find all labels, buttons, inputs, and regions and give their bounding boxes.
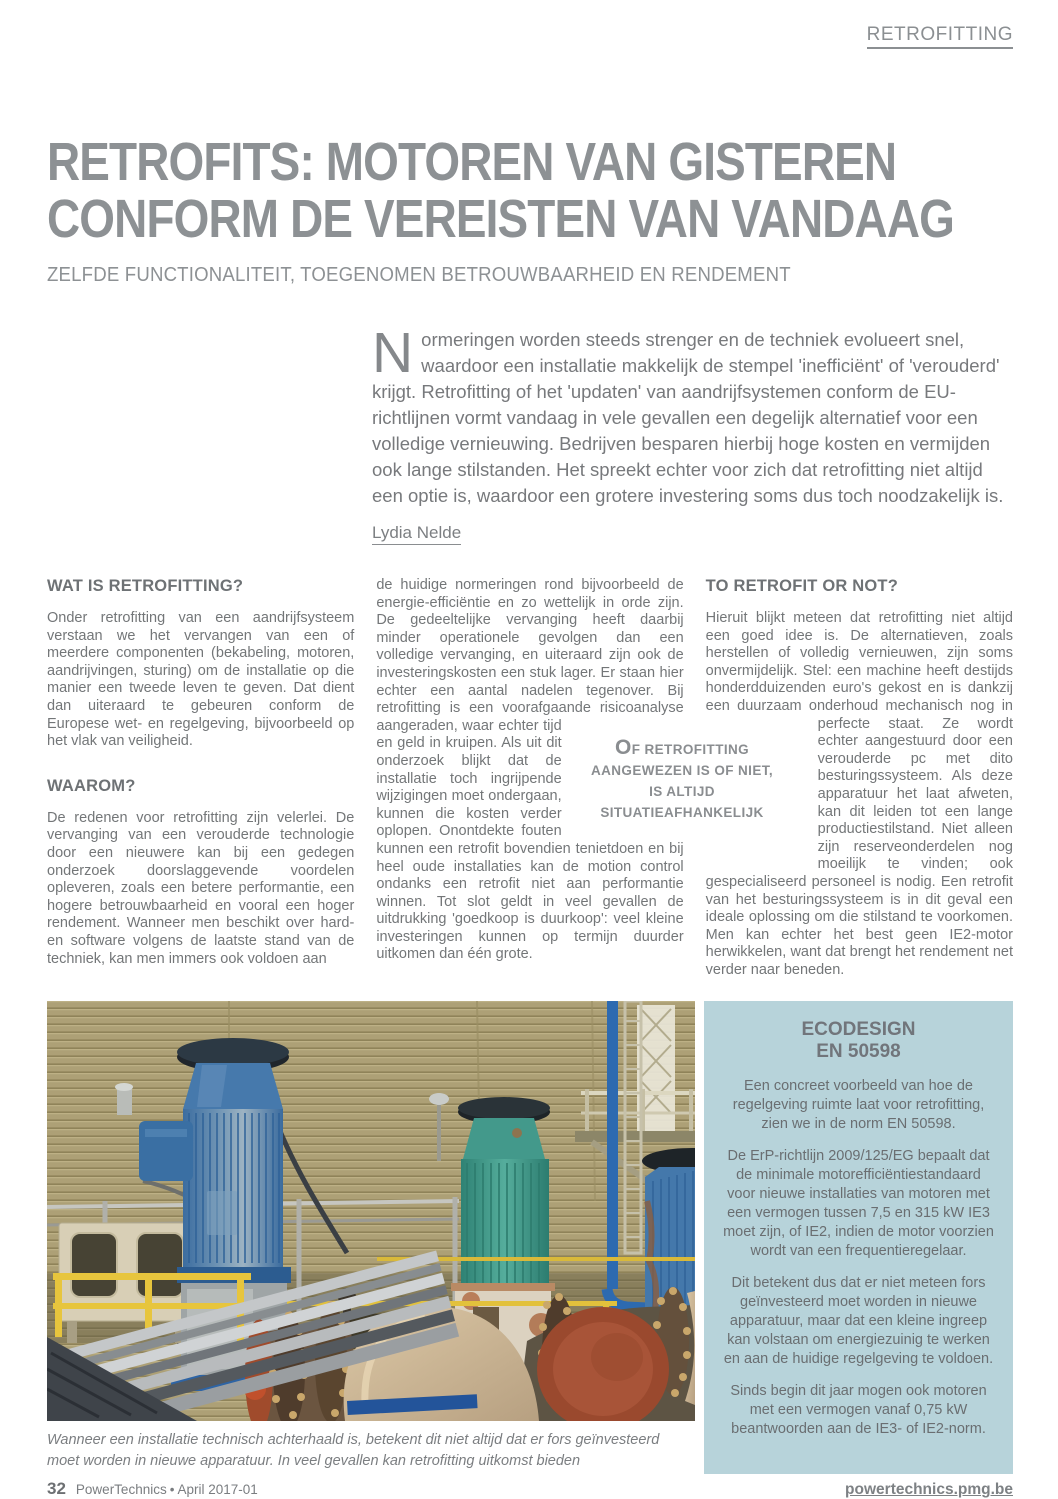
column-1 (47, 577, 354, 979)
infobox-heading-line-1: ECODESIGN (801, 1019, 916, 1041)
col3-text-after-quote: perfecte staat. Ze wordt echter aangestuurd door een verouderde pc met dito besturingssysteem. Als deze apparatuur het laat afweten, kan dit leiden tot een lange productiestilstand. Niet alleen zijn reserveonderdelen nog moeilijk te vinden; ook gespecialiseerd personeel is nodig. Een retrofit van het besturingssysteem is in dit geval een ideale oplossing om die stilstand te voorkomen. Men kan echter het best geen IE2-motor herwikkelen, want dat brengt het rendement net verder naar beneden. (705, 715, 1013, 978)
col2-text-before-quote: de huidige normeringen rond bijvoorbeeld de energie-efficiëntie en zo wettelijk in orde zijn. De gedeeltelijke vervanging heeft daarbij minder operationele gevolgen dan een volledige vervanging, en uiteraard zijn ook de investeringskosten een stuk lager. Er staan hier echter een aantal nadelen tegenover. Bij retrofitting is een voorafgaande risicoanalyse (376, 577, 684, 717)
bullet-separator: • (169, 1482, 175, 1498)
top-bar (47, 24, 1013, 48)
col3-text-before-quote: Hieruit blijkt meteen dat retrofitting niet altijd een goed idee is. De alternatieven, zoals herstellen of volledig vernieuwen, zijn soms onvermijdelijk. Stel: een machine heeft destijds honderdduizenden euro's gekost en is dankzij een duurzaam onderhoud mechanisch nog in (705, 610, 1013, 714)
pull-quote-line: IS ALTIJD (649, 784, 715, 799)
intro-paragraph (372, 321, 1014, 509)
media-row (47, 1001, 1013, 1474)
photo-column (47, 1001, 695, 1474)
article-photo (47, 1001, 695, 1421)
col1-paragraph-2: De redenen voor retrofitting zijn velerlei. De vervanging van een verouderde technologie door een nieuwere kan bij een gedegen onderzoek doorslaggevende voordelen opleveren, zoals een betere performantie, een hogere betrouwbaarheid en vooral een hoger rendement. Wanneer men beschikt over hard- en software volgens de laatste stand van de techniek, kan men immers ook voldoen aan (47, 809, 355, 967)
section-label: RETROFITTING (867, 24, 1013, 49)
intro-text: ormeringen worden steeds strenger en de techniek evolueert snel, waardoor een installatie makkelijk de stempel 'inefficiënt' of 'verouderd' krijgt. Retrofitting of het 'updaten' van aandrijfsystemen conform de EU-richtlijnen vormt vandaag in vele gevallen een degelijk alternatief voor een volledige vernieuwing. Bedrijven besparen hierbij hoge kosten en vermijden ook lange stilstanden. Het spreekt echter voor zich dat retrofitting niet altijd een optie is, waardoor een grotere investering soms dus toch noodzakelijk is. (372, 329, 1004, 506)
col2-text-after-quote: aangeraden, waar echter tijd en geld in kruipen. Als uit dit onderzoek blijkt dat de installatie toch ingrijpende wijzigingen moet ondergaan, kunnen die kosten verder oplopen. Onontdekte fouten kunnen een retrofit bovendien tenietdoen en bij heel oude installaties kan de motion control ondanks een retrofit niet aan performantie winnen. Tot slot geldt in veel gevallen de uitdrukking 'goedkoop is duurkoop': veel kleine investeringen kunnen op termijn duurder uitkomen dan één grote. (376, 717, 684, 963)
pull-quote-line: OF RETROFITTING (614, 736, 750, 759)
title-line-1: RETROFITS: MOTOREN VAN GISTEREN (47, 132, 897, 192)
infobox-paragraph: Dit betekent dus dat er niet meteen fors geïnvesteerd moet worden in nieuwe apparatuur, maar dat een kleine ingreep kan volstaan om energiezuinig te werken en aan de huidige regelgeving te voldoen. (723, 1275, 994, 1368)
pull-quote (571, 737, 793, 823)
drop-cap: N (372, 321, 414, 385)
issue-label: April 2017-01 (177, 1482, 258, 1498)
pull-quote-line: SITUATIEAFHANKELIJK (600, 805, 764, 820)
infobox-paragraph: De ErP-richtlijn 2009/125/EG bepaalt dat de minimale motorefficiëntiestandaard voor nieuwe installaties van motoren met een vermogen tussen 7,5 en 315 kW IE3 moet zijn, of IE2, indien de motor voorzien wordt van een frequentieregelaar. (723, 1148, 994, 1260)
infobox-paragraph: Sinds begin dit jaar mogen ook motoren met een vermogen vanaf 0,75 kW beantwoorden aan de IE3- of IE2-norm. (730, 1383, 987, 1438)
pull-quote-line: AANGEWEZEN IS OF NIET, (590, 763, 774, 778)
photo-caption: Wanneer een installatie technisch achterhaald is, betekent dit niet altijd dat er fors geïnvesteerd moet worden in nieuwe apparatuur. In veel gevallen kan retrofitting uitkomst bieden (47, 1432, 660, 1470)
infobox-heading (722, 1019, 995, 1063)
article-subtitle: ZELFDE FUNCTIONALITEIT, TOEGENOMEN BETROUWBAARHEID EN RENDEMENT (47, 264, 791, 286)
footer-left (47, 1479, 258, 1499)
heading-to-retrofit-or-not: TO RETROFIT OR NOT? (705, 577, 898, 595)
infobox-paragraph: Een concreet voorbeeld van hoe de regelgeving ruimte laat voor retrofitting, zien we in de norm EN 50598. (732, 1078, 985, 1133)
article-title (47, 134, 1013, 248)
author-byline (372, 523, 461, 543)
title-line-2: CONFORM DE VEREISTEN VAN VANDAAG (47, 189, 955, 249)
magazine-name: PowerTechnics (75, 1482, 167, 1498)
page-footer (47, 1479, 1013, 1499)
col1-paragraph-1: Onder retrofitting van een aandrijfsysteem verstaan we het vervangen van een of meerdere componenten (bekabeling, motoren, aandrijvingen, sturing) om de installatie op die manier een tweede leven te geven. Dat dient dan uiteraard te gebeuren conform de Europese wet- en regelgeving, bijvoorbeeld op het vlak van veiligheid. (47, 610, 355, 750)
infobox-heading-line-2: EN 50598 (816, 1041, 901, 1063)
ecodesign-infobox (704, 1001, 1013, 1474)
page-number: 32 (47, 1479, 66, 1499)
article-columns (47, 577, 1013, 979)
author-name: Lydia Nelde (372, 523, 461, 545)
heading-waarom: WAAROM? (47, 776, 136, 795)
heading-wat-is-retrofitting: WAT IS RETROFITTING? (47, 577, 244, 595)
website-link[interactable]: powertechnics.pmg.be (845, 1481, 1013, 1499)
photo-pipe-right (517, 1287, 695, 1421)
